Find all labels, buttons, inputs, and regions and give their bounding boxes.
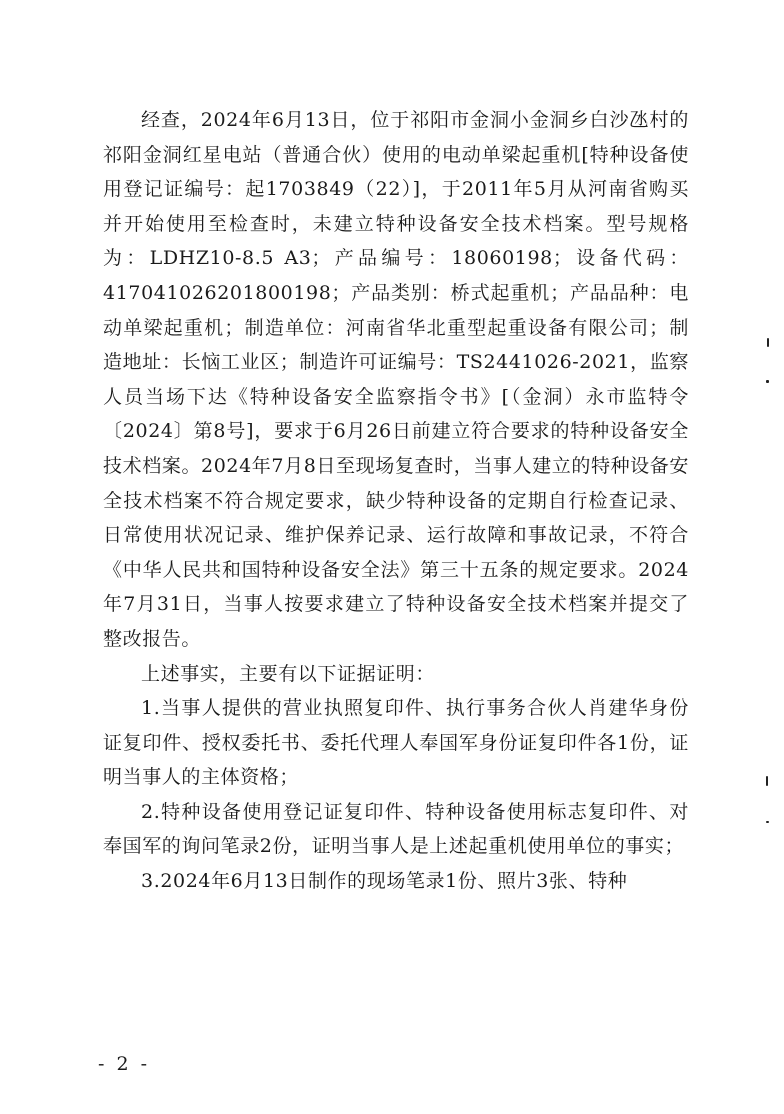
scan-mark	[766, 380, 769, 383]
paragraph-evidence-1: 1.当事人提供的营业执照复印件、执行事务合伙人肖建华身份证复印件、授权委托书、委托代理人奉国军身份证复印件各1份，证明当事人的主体资格；	[103, 697, 689, 789]
paragraph-evidence-2: 2.特种设备使用登记证复印件、特种设备使用标志复印件、对奉国军的询问笔录2份，证明当事人是上述起重机使用单位的事实；	[103, 800, 689, 858]
document-body	[103, 103, 689, 899]
scan-mark	[766, 821, 769, 823]
scan-mark	[767, 338, 769, 347]
page-number: - 2 -	[97, 1053, 150, 1075]
scan-mark	[766, 776, 768, 786]
paragraph-evidence-3: 3.2024年6月13日制作的现场笔录1份、照片3张、特种	[141, 870, 628, 893]
paragraph-investigation-findings: 经查，2024年6月13日，位于祁阳市金洞小金洞乡白沙氹村的祁阳金洞红星电站（普通合伙）使用的电动单梁起重机[特种设备使用登记证编号：起1703849（22）]，于2011年5月从河南省购买并开始使用至检查时，未建立特种设备安全技术档案。型号规格为：LDHZ10-8.5 A3；产品编号：18060198；设备代码：417041026201800198；产品类别：桥式起重机；产品品种：电动单梁起重机；制造单位：河南省华北重型起重设备有限公司；制造地址：长恼工业区；制造许可证编号：TS2441026-2021，监察人员当场下达《特种设备安全监察指令书》[（金洞）永市监特令〔2024〕第8号]，要求于6月26日前建立符合要求的特种设备安全技术档案。2024年7月8日至现场复查时，当事人建立的特种设备安全技术档案不符合规定要求，缺少特种设备的定期自行检查记录、日常使用状况记录、维护保养记录、运行故障和事故记录，不符合《中华人民共和国特种设备安全法》第三十五条的规定要求。2024年7月31日，当事人按要求建立了特种设备安全技术档案并提交了整改报告。	[103, 109, 689, 650]
paragraph-evidence-intro: 上述事实，主要有以下证据证明：	[141, 662, 436, 685]
